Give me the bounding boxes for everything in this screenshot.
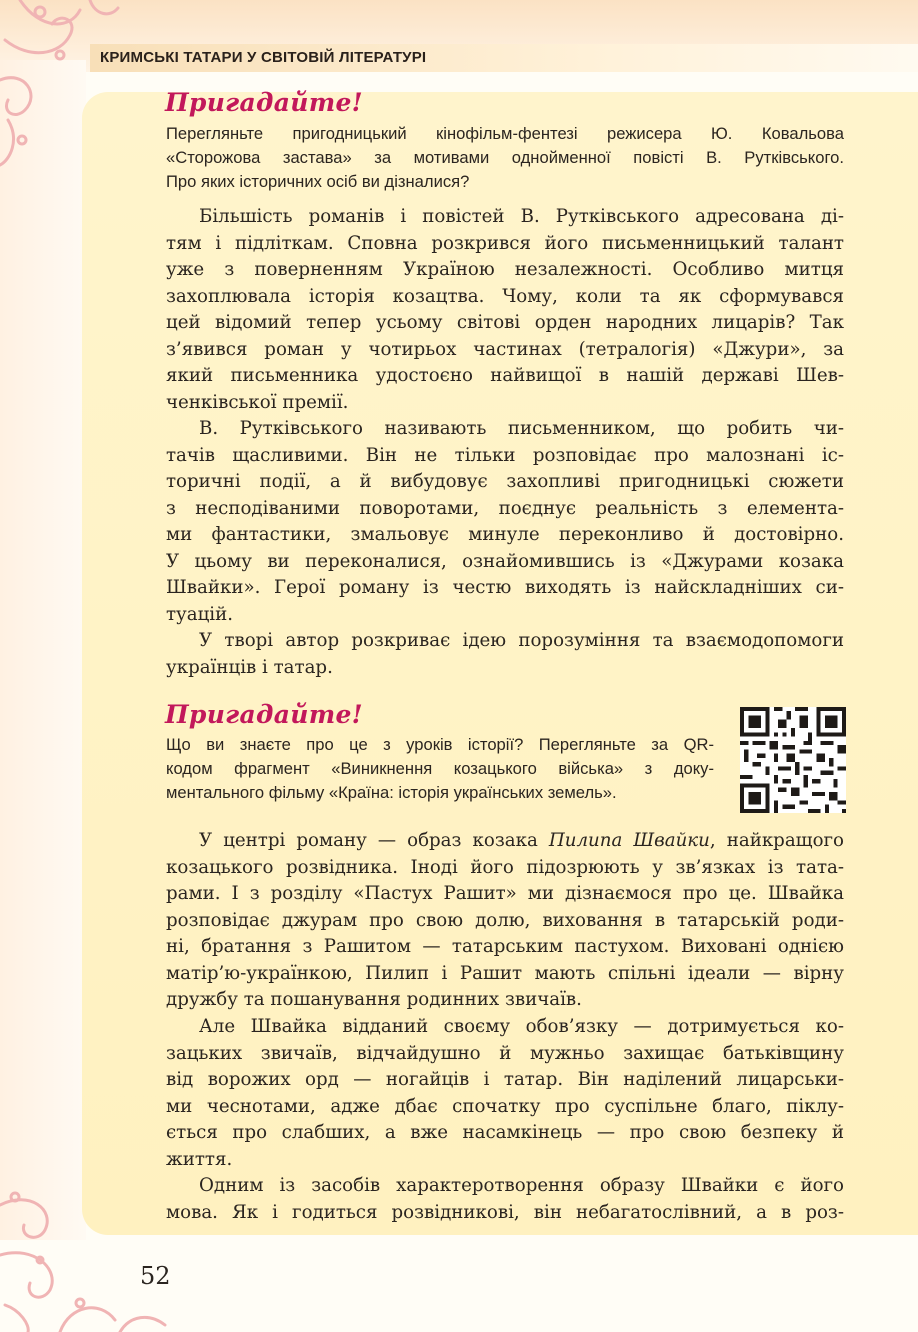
chapter-title: КРИМСЬКІ ТАТАРИ У СВІТОВІЙ ЛІТЕРАТУРІ [100,49,427,66]
body-paragraph-5 [166,1014,844,1173]
left-margin-strip [0,60,86,1240]
text-line: Але Швайка відданий своєму обов’язку — дотримується ко- [199,1016,844,1037]
text-line: Більшість романів і повістей В. Рутківського адресована ді- [199,206,844,227]
text-run: У центрі роману — образ козака [199,830,549,851]
remember-2-line: Що ви знаєте про це з уроків історії? Перегляньте за QR- [166,735,714,754]
body-paragraph-4 [166,828,844,1014]
text-line: розповідає джурам про свою долю, виховання в татарській роди- [166,909,844,931]
text-line: В. Рутківського називають письменником, що робить чи- [199,418,844,439]
character-name-italic: Пилипа Швайки [548,830,710,851]
body-paragraph-1 [166,204,844,416]
text-line: від ворожих орд — ногайців і татар. Він наділений лицарськи- [166,1069,844,1090]
remember-2-line: ментального фільму «Країна: історія українських земель». [166,783,617,802]
text-line: ється про слабших, а вже насамкінець — про свою безпеку й [166,1122,844,1143]
body-paragraph-2 [166,416,844,628]
text-line: життя. [166,1148,233,1170]
text-line: козацького розвідника. Іноді його підозрюють у зв’язках із тата- [166,856,844,878]
text-line: зацьких звичаїв, відчайдушно й мужньо захищає батьківщину [166,1042,844,1064]
text-line [166,828,844,855]
qr-code[interactable] [740,707,846,813]
text-line: з’явився роман у чотирьох частинах (тетралогія) «Джури», за [166,338,844,360]
remember-1-line: Про яких історичних осіб ви дізналися? [166,172,470,191]
text-line: мова. Як і годиться розвідникові, він небагатослівний, а в роз- [166,1201,844,1223]
remember-heading-1: Пригадайте! [165,88,363,117]
text-line: українців і татар. [166,656,333,678]
text-line: У творі автор розкриває ідею порозуміння та взаємодопомоги [199,630,844,651]
remember-1-line: Перегляньте пригодницький кінофільм-фентезі режисера Ю. Ковальова [166,124,844,143]
text-line: дружбу та пошанування родинних звичаїв. [166,989,582,1010]
text-line: цей відомий тепер усьому світові орден народних лицарів? Так [166,312,844,333]
text-line: торичні події, а й вибудовує захопливі пригодницькі сюжети [166,471,844,492]
text-line: з несподіваними поворотами, поєднує реальність з елемента- [166,497,844,519]
text-run: , найкращого [709,830,845,851]
body-paragraph-6 [166,1173,844,1226]
text-line: Одним із засобів характеротворення образу Швайки є його [199,1175,844,1196]
text-line: тачів щасливими. Він не тільки розповідає про малознані іс- [166,444,844,466]
text-line: який письменника удостоєно найвищої в нашій державі Шев- [166,365,844,386]
text-line: туацій. [166,603,234,625]
text-line: рами. І з розділу «Пастух Рашит» ми дізнаємося про це. Швайка [166,883,844,904]
remember-text-1 [166,122,844,194]
text-line: захоплювала історія козацтва. Чому, коли та як сформувався [166,285,844,307]
text-line: тям і підліткам. Сповна розкрився його письменницький талант [166,232,844,254]
page-number: 52 [140,1262,171,1290]
remember-1-line: «Сторожова застава» за мотивами однойменної повісті В. Рутківського. [166,148,844,167]
remember-heading-2: Пригадайте! [165,700,363,729]
text-line: ні, братання з Рашитом — татарським пастухом. Виховані однією [166,936,844,957]
text-line: ченківської премії. [166,391,349,413]
remember-text-2 [166,733,714,805]
text-line: матір’ю-українкою, Пилип і Рашит мають спільні ідеали — вірну [166,962,844,984]
text-line: уже з поверненням Україною незалежності. Особливо митця [166,259,844,280]
text-line: У цьому ви переконалися, ознайомившись із «Джурами козака [166,550,844,572]
remember-2-line: кодом фрагмент «Виникнення козацького війська» з доку- [166,759,714,778]
text-line: Швайки». Герої роману із честю виходять із найскладніших си- [166,577,844,598]
floral-ornament-bottom [0,1185,170,1332]
text-line: ми фантастики, змальовує минуле переконливо й достовірно. [166,524,844,545]
text-line: ми чеснотами, адже дбає спочатку про суспільне благо, піклу- [166,1095,844,1117]
body-paragraph-3 [166,628,844,681]
